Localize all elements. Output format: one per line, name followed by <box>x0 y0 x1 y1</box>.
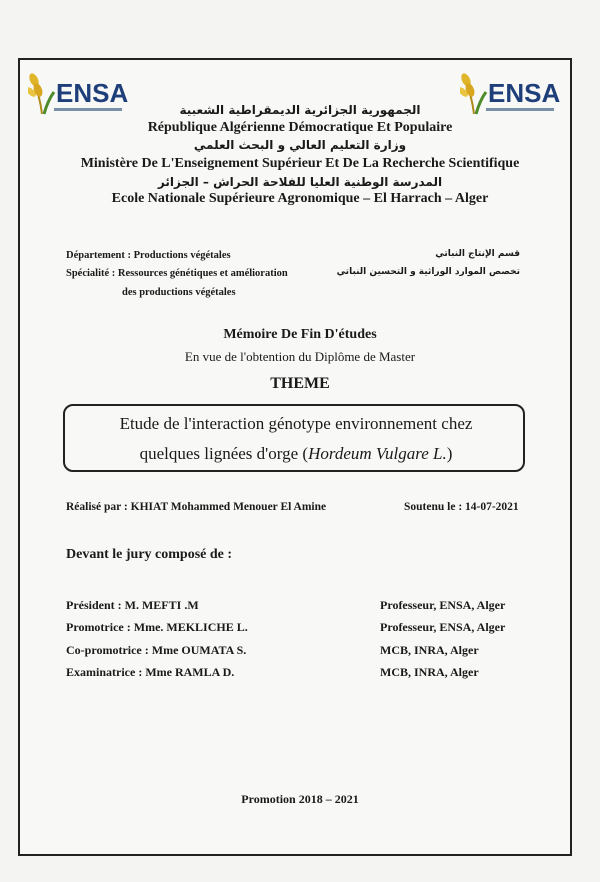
logo-text: ENSA <box>488 78 561 108</box>
jury-title: Professeur, ENSA, Alger <box>380 620 506 634</box>
jury-role: Président : M. MEFTI .M <box>66 598 199 612</box>
specialty-label-line2: des productions végétales <box>122 287 236 298</box>
arabic-school: المدرسة الوطنية العليا للفلاحة الحراش – الجزائر <box>157 175 443 189</box>
theme-line-1: Etude de l'interaction génotype environnement chez <box>119 414 473 433</box>
memoire-subtitle: En vue de l'obtention du Diplôme de Master <box>184 349 416 364</box>
theme-line-2 <box>65 444 527 464</box>
department-label: Département : Productions végétales <box>66 250 231 261</box>
arabic-republic: الجمهورية الجزائرية الديمقراطية الشعبية <box>179 103 421 117</box>
specialty-arabic: تخصص الموارد الوراثية و التحسين النباتي <box>336 267 520 277</box>
school-title: Ecole Nationale Supérieure Agronomique – El Harrach – Alger <box>111 191 489 206</box>
jury-title: MCB, INRA, Alger <box>380 665 479 679</box>
jury-role: Examinatrice : Mme RAMLA D. <box>66 665 235 679</box>
theme-line-2-prefix: quelques lignées d'orge ( <box>139 444 309 463</box>
logo-text: ENSA <box>56 78 129 108</box>
promotion: Promotion 2018 – 2021 <box>241 792 359 806</box>
jury-title: MCB, INRA, Alger <box>380 643 479 657</box>
species-name: Hordeum Vulgare L. <box>308 444 447 463</box>
jury-role: Co-promotrice : Mme OUMATA S. <box>66 643 247 657</box>
jury-heading: Devant le jury composé de : <box>66 547 233 562</box>
jury-role: Promotrice : Mme. MEKLICHE L. <box>66 620 248 634</box>
republic-title: République Algérienne Démocratique Et Populaire <box>147 120 453 135</box>
realise-par: Réalisé par : KHIAT Mohammed Menouer El Amine <box>66 501 327 513</box>
theme-box <box>63 404 525 472</box>
memoire-title: Mémoire De Fin D'études <box>223 327 377 342</box>
ministry-title: Ministère De L'Enseignement Supérieur Et De La Recherche Scientifique <box>80 156 520 171</box>
department-arabic: قسم الإنتاج النباتي <box>435 249 520 259</box>
theme-label: THEME <box>270 375 330 392</box>
arabic-ministry: وزارة التعليم العالي و البحث العلمي <box>193 138 407 152</box>
jury-title: Professeur, ENSA, Alger <box>380 598 506 612</box>
specialty-label: Spécialité : Ressources génétiques et amélioration <box>66 268 288 279</box>
soutenu-date: Soutenu le : 14-07-2021 <box>404 501 519 513</box>
theme-line-2-suffix: ) <box>446 444 453 463</box>
